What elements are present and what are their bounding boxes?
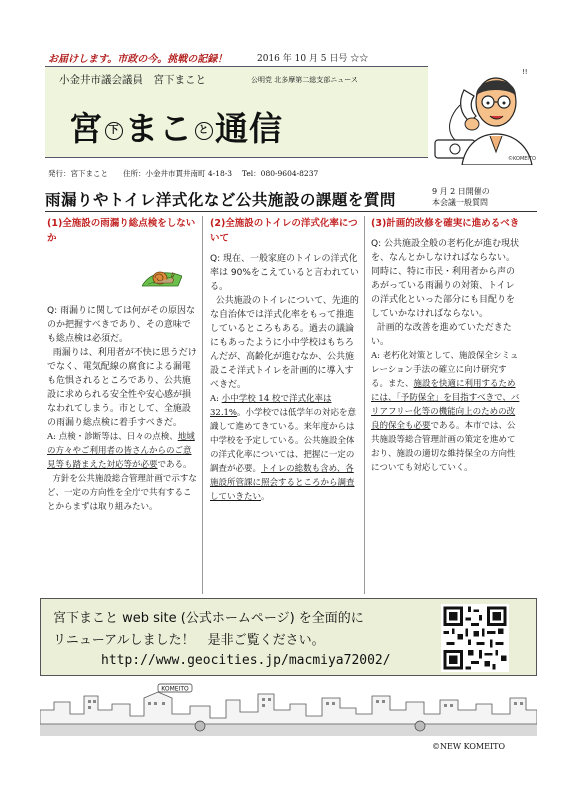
- member-name: 小金井市議会議員 宮下まこと: [59, 74, 206, 86]
- website-url-link[interactable]: http://www.geocities.jp/macmiya72002/: [101, 653, 391, 668]
- answer-middle: 。小学校では低学年の対応を意識して進めてきている。来年度からは中学校を予定している。公共施設全体の洋式化率については、把握に一定の調査が必要。: [210, 408, 357, 474]
- column-title: (2)全施設のトイレの洋式化率について: [210, 218, 358, 244]
- question-body: 公共施設のトイレについて、先進的な自治体では洋式化率をもって推進しているところもある。過去の議論にもあったように小中学校はもちろんだが、高齢化が進むなか、公共施設こそ洋式トイレを計画的に導入すべきだ。: [210, 296, 359, 390]
- answer-suffix: 。: [261, 492, 270, 502]
- answer-suffix: である。本市では、公共施設等総合管理計画の策定を進めており、施設の適切な維持保全の方向性についても対応していく。: [371, 421, 516, 473]
- title-part-5: 通信: [215, 109, 283, 148]
- answer-prefix: A: 点検・診断等は、日々の点検、: [47, 432, 178, 442]
- issue-date: 2016 年 10 月 5 日号 ☆☆: [257, 54, 369, 64]
- headline-divider: [45, 211, 537, 212]
- header-tagline: お届けします。市政の今。挑戦の記録！: [48, 54, 228, 65]
- question-text-2: [210, 294, 360, 392]
- column-divider: [364, 216, 365, 594]
- answer-text-2: [47, 472, 197, 514]
- question-text-2: [47, 346, 197, 430]
- session-note-line1: 9 月 2 日開催の: [432, 187, 490, 196]
- answer-prefix: A: 老朽化対策として、施設保全シミュレーション手法の確立に向け研究する。また、: [371, 351, 519, 389]
- answer-highlight: 施設を快適に利用するためには、「予防保全」を目指すべきで、バリアフリー化等の機能向上のための改良的保全も必要: [371, 379, 520, 431]
- question-text-2: [371, 321, 521, 349]
- caricature-illustration: [430, 60, 535, 165]
- answer-text: [371, 349, 521, 475]
- question-body: 計画的な改善を進めていただきたい。: [371, 323, 512, 347]
- party-news-label: 公明党 北多摩第二総支部ニュース: [251, 76, 358, 84]
- caricature-caption: ©KOMEITO: [508, 156, 536, 162]
- question-text: Q: 公共施設全般の老朽化が進む現状を、なんとかしなければならない。同時に、特に市民・利用者から声のあがっている雨漏りの対策、トイレの洋式化といった部分にも目配りをしていかなければならない。: [371, 239, 519, 319]
- newsletter-title: [69, 103, 283, 150]
- answer-highlight-2: トイレの総数も含め、各施設所管課に照会するところから調査していきたい: [210, 464, 355, 502]
- masthead: [45, 66, 428, 158]
- title-part-1: 宮: [69, 109, 103, 148]
- title-part-4: と: [195, 122, 213, 140]
- publisher-info: 発行：宮下まこと 住所：小金井市貫井南町 4-18-3 Tel：080-9604-8237: [48, 169, 319, 178]
- title-part-3: まこ: [125, 109, 193, 148]
- column-planned-repair: [371, 216, 521, 475]
- session-note: [432, 186, 490, 208]
- answer-body: 方針を公共施設総合管理計画で示すなど、一定の方向性を全庁で共有することからまずは取り組みたい。: [47, 474, 197, 512]
- snail-illustration: [142, 262, 182, 292]
- article-headline: 雨漏りやトイレ洋式化など公共施設の課題を質問: [45, 191, 396, 209]
- answer-highlight: 小中学校 14 校で洋式化率は 32.1%: [210, 394, 332, 418]
- question-text: Q: 現在、一般家庭のトイレの洋式化率は 90%をこえていると言われている。: [210, 254, 359, 292]
- column-toilet: [210, 216, 360, 504]
- city-skyline-illustration: [40, 680, 537, 736]
- svg-text:!!: !!: [522, 68, 528, 76]
- answer-text: [47, 430, 197, 472]
- column-title: (1)全施設の雨漏り総点検をしないか: [47, 218, 196, 244]
- website-notice-line1: 宮下まこと web site (公式ホームページ) を全面的に: [53, 611, 364, 626]
- website-notice-box: [40, 598, 537, 676]
- answer-prefix: A:: [210, 394, 222, 404]
- answer-highlight: 地域の方々やご利用者の皆さんからのご意見等も踏まえた対応等が必要: [47, 432, 195, 470]
- question-text: Q: 雨漏りに関しては何がその原因なのか把握すべきであり、その意味でも総点検は必須だ。: [47, 306, 195, 344]
- copyright-notice: ©NEW KOMEITO: [432, 742, 506, 751]
- qr-code-icon[interactable]: [441, 604, 509, 672]
- session-note-line2: 本会議一般質問: [432, 198, 488, 207]
- question-body: 雨漏りは、利用者が不快に思うだけでなく、電気配線の腐食による漏電も危惧されるところであり、公共施設に求められる安全性や安心感が損なわれてしまう。市として、全施設の雨漏り総点検に着手すべきだ。: [47, 348, 197, 428]
- answer-text: [210, 392, 360, 504]
- website-notice-line2: リニューアルしました！ 是非ご覧ください。: [53, 633, 325, 648]
- answer-suffix: である。: [157, 460, 192, 470]
- title-part-2: 下: [105, 122, 123, 140]
- skyline-sign-text: KOMEITO: [161, 685, 189, 693]
- column-divider: [202, 216, 203, 594]
- column-rain-leak: [47, 216, 197, 514]
- column-title: (3)計画的改修を確実に進めるべき: [371, 218, 520, 229]
